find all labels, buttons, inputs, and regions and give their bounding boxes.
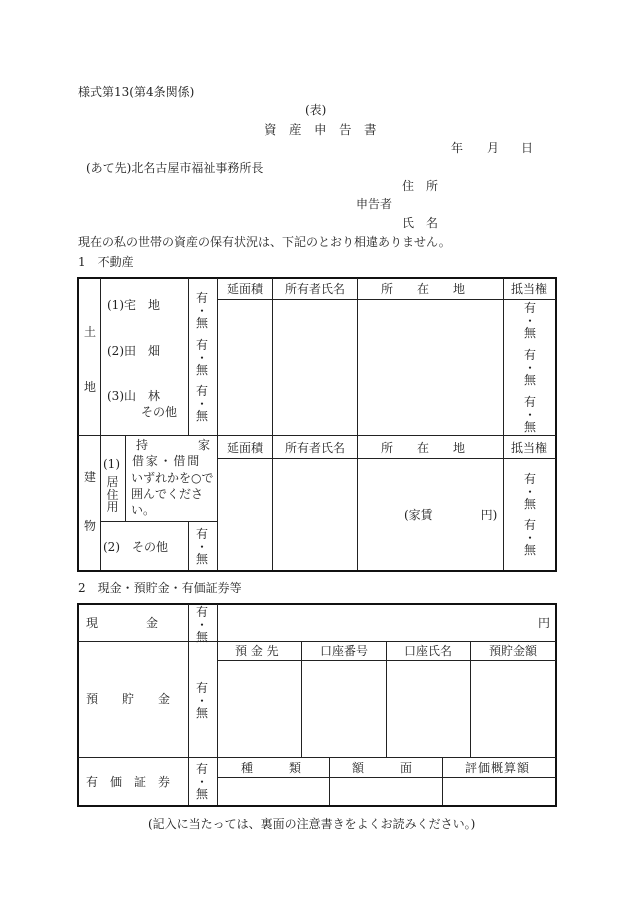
land-col-owner-name: 所有者氏名	[285, 282, 346, 296]
land-mortgage-yes-no-3[interactable]: 有 ・ 無	[523, 395, 536, 435]
document-title: 資 産 申 告 書	[264, 122, 377, 137]
cash-unit: 円	[538, 616, 551, 630]
building-item-other: (2) その他	[103, 540, 168, 554]
building-item1-residential: 居 住 用	[106, 475, 119, 515]
land-mortgage-yes-no-1[interactable]: 有 ・ 無	[523, 301, 536, 341]
land-item-other: その他	[141, 405, 178, 419]
building-own-house-2: 家	[198, 438, 211, 452]
land-residential-yes-no[interactable]: 有 ・ 無	[195, 291, 208, 331]
deposits-label: 預 貯 金	[86, 692, 171, 706]
land-farmland-yes-no[interactable]: 有 ・ 無	[195, 338, 208, 378]
building-label-2: 物	[84, 519, 97, 533]
building-col-location: 所 在 地	[381, 441, 466, 455]
land-label-1: 土	[84, 325, 97, 339]
date-month: 月	[487, 141, 500, 155]
building-label-1: 建	[84, 470, 97, 484]
land-label-2: 地	[84, 380, 97, 394]
deposits-col-amount: 預貯金額	[489, 644, 538, 658]
land-col-location: 所 在 地	[381, 282, 466, 296]
building-mortgage-yes-no-2[interactable]: 有 ・ 無	[523, 518, 536, 558]
securities-col-face-value: 額 面	[352, 761, 413, 775]
building-other-yes-no[interactable]: 有 ・ 無	[195, 527, 208, 567]
land-item-forest: (3)山 林	[107, 389, 160, 403]
building-col-floor-area: 延面積	[227, 441, 264, 455]
name-label: 氏 名	[402, 216, 439, 230]
land-item-residential: (1)宅 地	[107, 298, 160, 312]
building-col-mortgage: 抵当権	[511, 441, 548, 455]
date-year: 年	[451, 141, 464, 155]
applicant-label: 申告者	[356, 197, 393, 211]
footer-note: (記入に当たっては、裏面の注意書きをよくお読みください。)	[148, 817, 476, 831]
building-own-house-1: 持	[136, 438, 149, 452]
land-item-farmland: (2)田 畑	[107, 344, 160, 358]
securities-col-estimated-value: 評価概算額	[465, 761, 531, 775]
building-item1-number: (1)	[103, 457, 120, 471]
section1-heading: 1 不動産	[78, 255, 134, 269]
address-label: 住 所	[402, 179, 439, 193]
securities-yes-no[interactable]: 有 ・ 無	[195, 762, 208, 802]
land-col-floor-area: 延面積	[227, 282, 264, 296]
addressee: (あて先)北名古屋市福祉事務所長	[86, 161, 264, 175]
building-rent-option: 借家・借間	[132, 454, 202, 468]
building-instruction: いずれかを○で囲んでください。	[131, 471, 214, 517]
section2-heading: 2 現金・預貯金・有価証券等	[78, 581, 242, 595]
building-mortgage-yes-no-1[interactable]: 有 ・ 無	[523, 472, 536, 512]
building-col-owner-name: 所有者氏名	[285, 441, 346, 455]
deposits-col-bank: 預 金 先	[235, 644, 279, 658]
form-number: 様式第13(第4条関係)	[78, 85, 195, 99]
cash-yes-no[interactable]: 有 ・ 無	[195, 605, 208, 645]
cash-label: 現 金	[86, 616, 159, 630]
date-day: 日	[521, 141, 534, 155]
deposits-yes-no[interactable]: 有 ・ 無	[195, 681, 208, 721]
securities-col-type: 種 類	[241, 761, 302, 775]
declaration: 現在の私の世帯の資産の保有状況は、下記のとおり相違ありません。	[78, 235, 451, 249]
land-forest-yes-no[interactable]: 有 ・ 無	[195, 384, 208, 424]
deposits-col-account-number: 口座番号	[320, 644, 369, 658]
land-col-mortgage: 抵当権	[511, 282, 548, 296]
building-rent-note: (家賃 円)	[404, 508, 498, 522]
side-indicator: (表)	[305, 103, 327, 117]
securities-label: 有 価 証 券	[86, 775, 171, 789]
land-mortgage-yes-no-2[interactable]: 有 ・ 無	[523, 348, 536, 388]
deposits-col-account-name: 口座氏名	[404, 644, 453, 658]
